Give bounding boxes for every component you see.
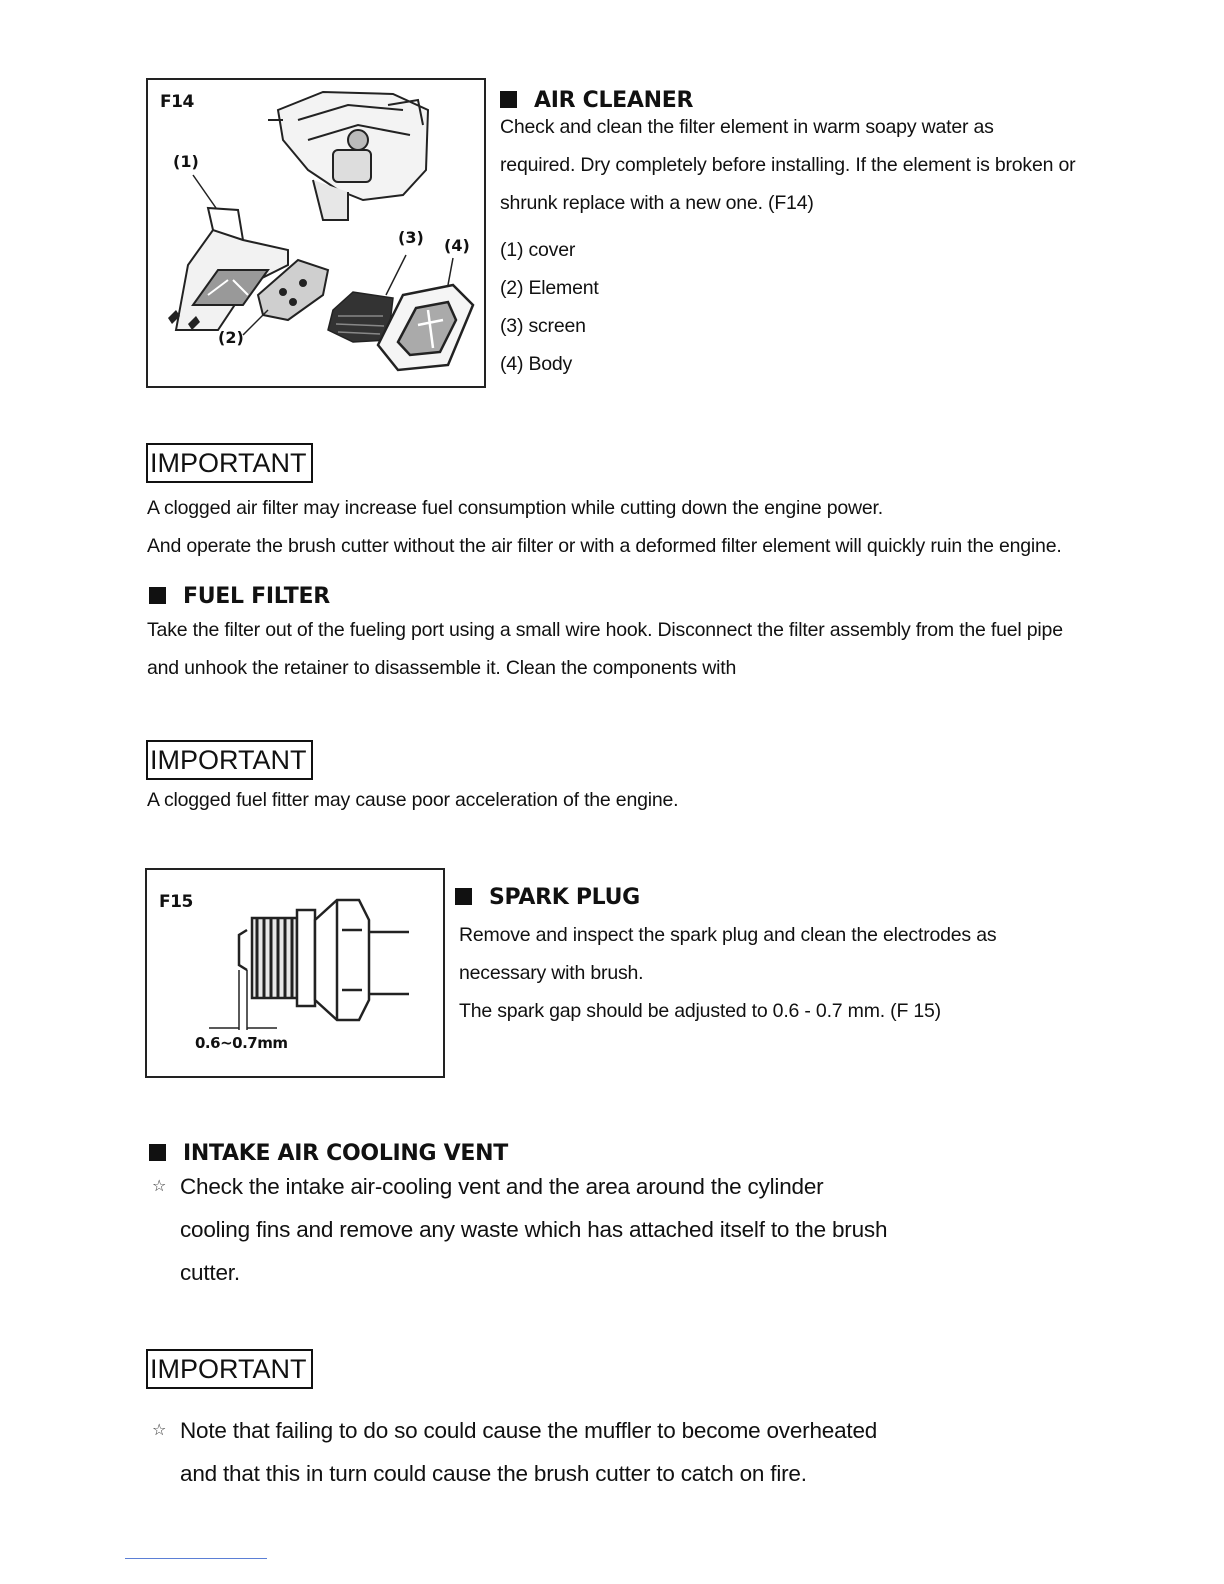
important-3-line-1: Note that failing to do so could cause the muffler to become overheated: [180, 1418, 878, 1443]
star-bullet-icon: ☆: [152, 1176, 167, 1195]
fuel-filter-heading: FUEL FILTER: [149, 584, 330, 609]
air-cleaner-line-2: required. Dry completely before installing. If the element is broken or: [500, 154, 1076, 176]
parts-item-element: (2) Element: [500, 277, 599, 299]
fuel-filter-line-1: Take the filter out of the fueling port using a small wire hook. Disconnect the filter assembly from the fuel pipe: [147, 619, 1063, 641]
air-cleaner-diagram: [148, 80, 484, 386]
important-label: IMPORTANT: [146, 1349, 313, 1389]
callout-1: (1): [173, 152, 199, 171]
callout-2: (2): [218, 328, 244, 347]
intake-line-1: Check the intake air-cooling vent and the area around the cylinder: [180, 1174, 824, 1199]
intake-line-2: cooling fins and remove any waste which has attached itself to the brush: [180, 1217, 888, 1242]
parts-item-screen: (3) screen: [500, 315, 586, 337]
important-1-line-2: And operate the brush cutter without the air filter or with a deformed filter element will quickly ruin the engine.: [147, 535, 1062, 557]
air-cleaner-line-3: shrunk replace with a new one. (F14): [500, 192, 814, 214]
spark-plug-line-1: Remove and inspect the spark plug and clean the electrodes as: [459, 924, 997, 946]
important-label: IMPORTANT: [146, 443, 313, 483]
intake-vent-heading: INTAKE AIR COOLING VENT: [149, 1141, 508, 1166]
intake-line-3: cutter.: [180, 1260, 240, 1285]
parts-item-cover: (1) cover: [500, 239, 576, 261]
figure-label-f15: F15: [159, 892, 193, 912]
air-cleaner-heading: AIR CLEANER: [500, 88, 693, 113]
figure-label-f14: F14: [160, 92, 194, 112]
gap-dimension-label: 0.6~0.7mm: [195, 1034, 288, 1052]
air-cleaner-figure: [146, 78, 486, 388]
important-1-line-1: A clogged air filter may increase fuel consumption while cutting down the engine power.: [147, 497, 883, 519]
spark-plug-figure: [145, 868, 445, 1078]
bullet-square-icon: [500, 91, 517, 108]
callout-4: (4): [444, 236, 470, 255]
important-2-line: A clogged fuel fitter may cause poor acceleration of the engine.: [147, 789, 679, 811]
parts-item-body: (4) Body: [500, 353, 573, 375]
footer-rule: [125, 1558, 267, 1559]
spark-plug-heading: SPARK PLUG: [455, 885, 640, 910]
important-3-line-2: and that this in turn could cause the brush cutter to catch on fire.: [180, 1461, 807, 1486]
air-cleaner-line-1: Check and clean the filter element in warm soapy water as: [500, 116, 994, 138]
callout-3: (3): [398, 228, 424, 247]
bullet-square-icon: [455, 888, 472, 905]
spark-plug-line-2: necessary with brush.: [459, 962, 644, 984]
bullet-square-icon: [149, 1144, 166, 1161]
star-bullet-icon: ☆: [152, 1420, 167, 1439]
important-label: IMPORTANT: [146, 740, 313, 780]
fuel-filter-line-2: and unhook the retainer to disassemble it. Clean the components with: [147, 657, 737, 679]
bullet-square-icon: [149, 587, 166, 604]
spark-plug-line-3: The spark gap should be adjusted to 0.6 - 0.7 mm. (F 15): [459, 1000, 941, 1022]
